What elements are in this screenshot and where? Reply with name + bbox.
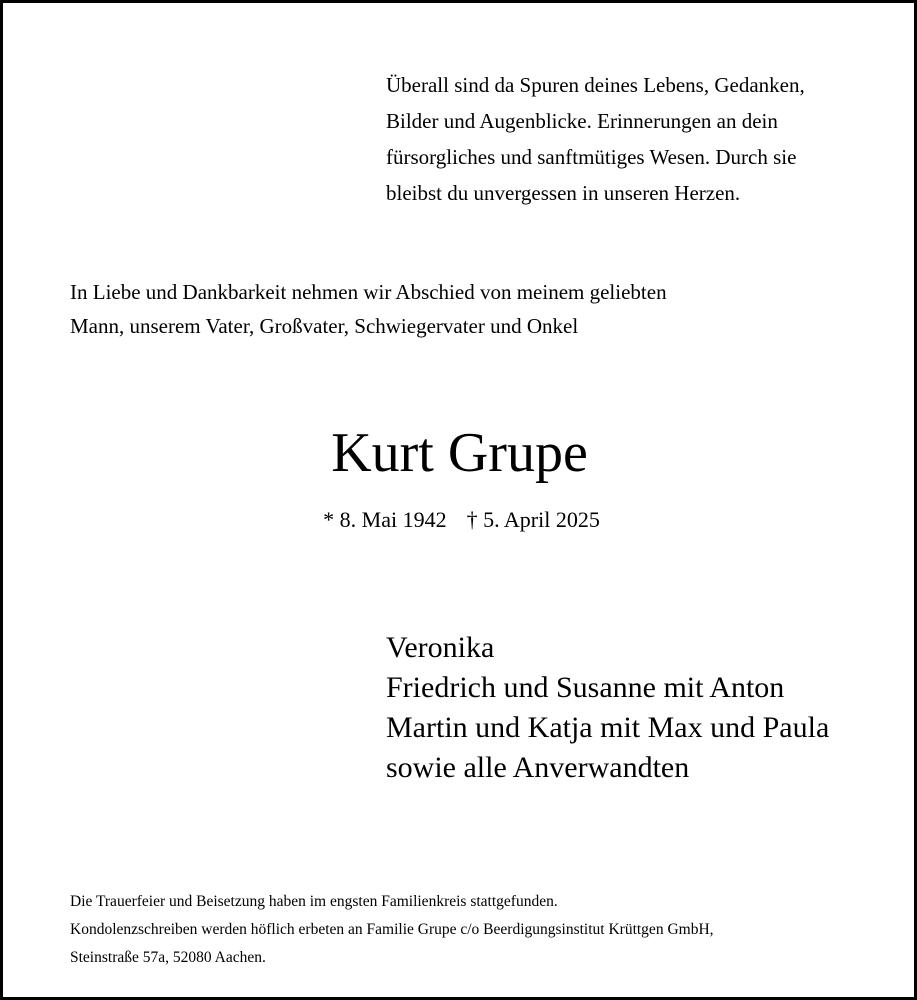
poem-line: Bilder und Augenblicke. Erinnerungen an dein [386,109,778,133]
family-line: sowie alle Anverwandten [386,751,690,784]
family-signatures [386,628,906,788]
poem-line: Überall sind da Spuren deines Lebens, Gedanken, [386,73,805,97]
poem-line: bleibst du unvergessen in unseren Herzen. [386,181,741,205]
funeral-notice-footer [70,888,890,972]
poem-line: fürsorgliches und sanftmütiges Wesen. Durch sie [386,145,797,169]
footer-line: Steinstraße 57a, 52080 Aachen. [70,949,266,966]
birth-date: * 8. Mai 1942 [323,507,447,532]
family-line: Veronika [386,631,495,664]
farewell-intro [70,275,870,343]
footer-line: Kondolenzschreiben werden höflich erbeten an Familie Grupe c/o Beerdigungsinstitut Krüttgen GmbH, [70,921,714,938]
deceased-name: Kurt Grupe [331,422,588,484]
family-line: Friedrich und Susanne mit Anton [386,671,785,704]
memorial-poem [386,67,886,211]
family-line: Martin und Katja mit Max und Paula [386,711,830,744]
intro-line: In Liebe und Dankbarkeit nehmen wir Abschied von meinem geliebten [70,280,667,304]
death-date: † 5. April 2025 [466,507,600,532]
footer-line: Die Trauerfeier und Beisetzung haben im engsten Familienkreis stattgefunden. [70,893,558,910]
life-dates [3,503,917,537]
intro-line: Mann, unserem Vater, Großvater, Schwiegervater und Onkel [70,314,579,338]
